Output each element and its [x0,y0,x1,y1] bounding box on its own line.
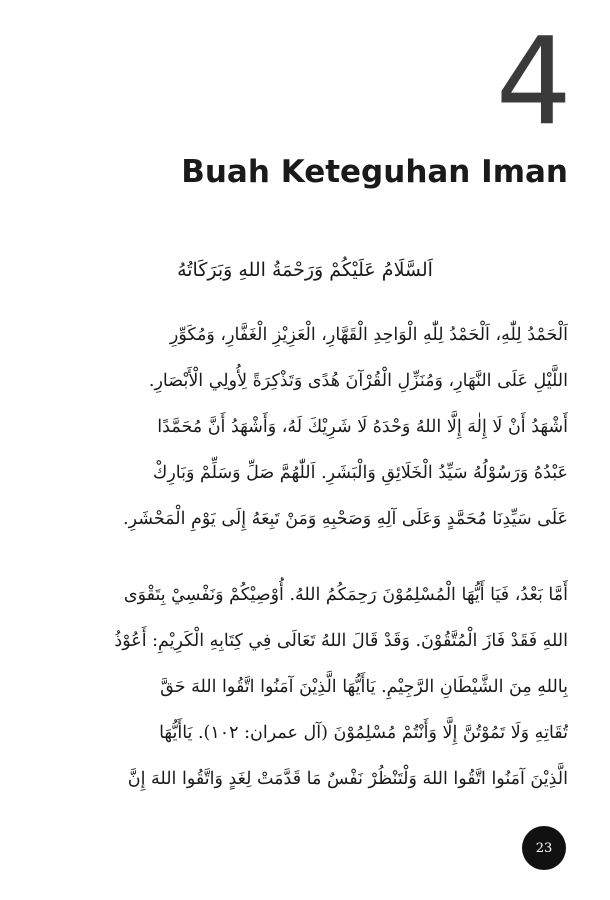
text-line: بِاللهِ مِنَ الشَّيْطَانِ الرَّجِيْمِ. يَاأَيُّهَا الَّذِيْنَ آمَنُوا اتَّقُوا اللهَ حَقَّ [160,677,568,697]
text-line: اللهِ فَقَدْ فَازَ الْمُتَّقُوْنَ. وَقَدْ قَالَ اللهُ تَعَالَى فِي كِتَابِهِ الْكَرِيْمِ: أَعُوْذُ [114,631,568,651]
text-line: أَمَّا بَعْدُ، فَيَا أَيُّهَا الْمُسْلِمُوْنَ رَحِمَكُمُ اللهُ. أُوْصِيْكُمْ وَنَفْسِيْ بِتَقْوَى [123,585,568,605]
text-line: اللَّيْلِ عَلَى النَّهَارِ، وَمُنَزِّلِ الْقُرْآنَ هُدًى وَتَذْكِرَةً لِأُولِي الْأَبْصَارِ. [148,371,568,391]
text-line: اَلْحَمْدُ لِلّٰهِ، اَلْحَمْدُ لِلّٰهِ الْوَاحِدِ الْقَهَّارِ، الْعَزِيْزِ الْغَفَّارِ، وَمُكَوِّرِ [169,325,568,345]
text-line: عَلَى سَيِّدِنَا مُحَمَّدٍ وَعَلَى آلِهِ وَصَحْبِهِ وَمَنْ تَبِعَهُ إِلَى يَوْمِ الْمَحْشَرِ. [123,509,568,529]
greeting-line: اَلسَّلَامُ عَلَيْكُمْ وَرَحْمَةُ اللهِ وَبَرَكَاتُهُ [177,259,433,281]
chapter-title: Buah Keteguhan Iman [181,154,568,190]
page-number-badge [522,826,566,870]
text-line: الَّذِيْنَ آمَنُوا اتَّقُوا اللهَ وَلْتَنْظُرْ نَفْسٌ مَا قَدَّمَتْ لِغَدٍ وَاتَّقُوا اللهَ إِنَّ [127,769,568,789]
text-line: تُقَاتِهِ وَلَا تَمُوْتُنَّ إِلَّا وَأَنْتُمْ مُسْلِمُوْنَ (آل عمران: ١٠٢). يَاأَيُّهَا [159,723,568,743]
text-line: أَشْهَدُ أَنْ لَا إِلٰهَ إِلَّا اللهُ وَحْدَهُ لَا شَرِيْكَ لَهُ، وَأَشْهَدُ أَنَّ مُحَمَّدًا [157,417,568,437]
chapter-number: 4 [495,13,568,152]
opening-paragraph [38,312,568,542]
text-line: عَبْدُهُ وَرَسُوْلُهُ سَيِّدُ الْخَلَائِقِ وَالْبَشَرِ. اَللّٰهُمَّ صَلِّ وَسَلِّمْ وَبَارِكْ [152,463,568,483]
page-number: 23 [535,840,553,856]
sermon-paragraph [38,572,568,802]
